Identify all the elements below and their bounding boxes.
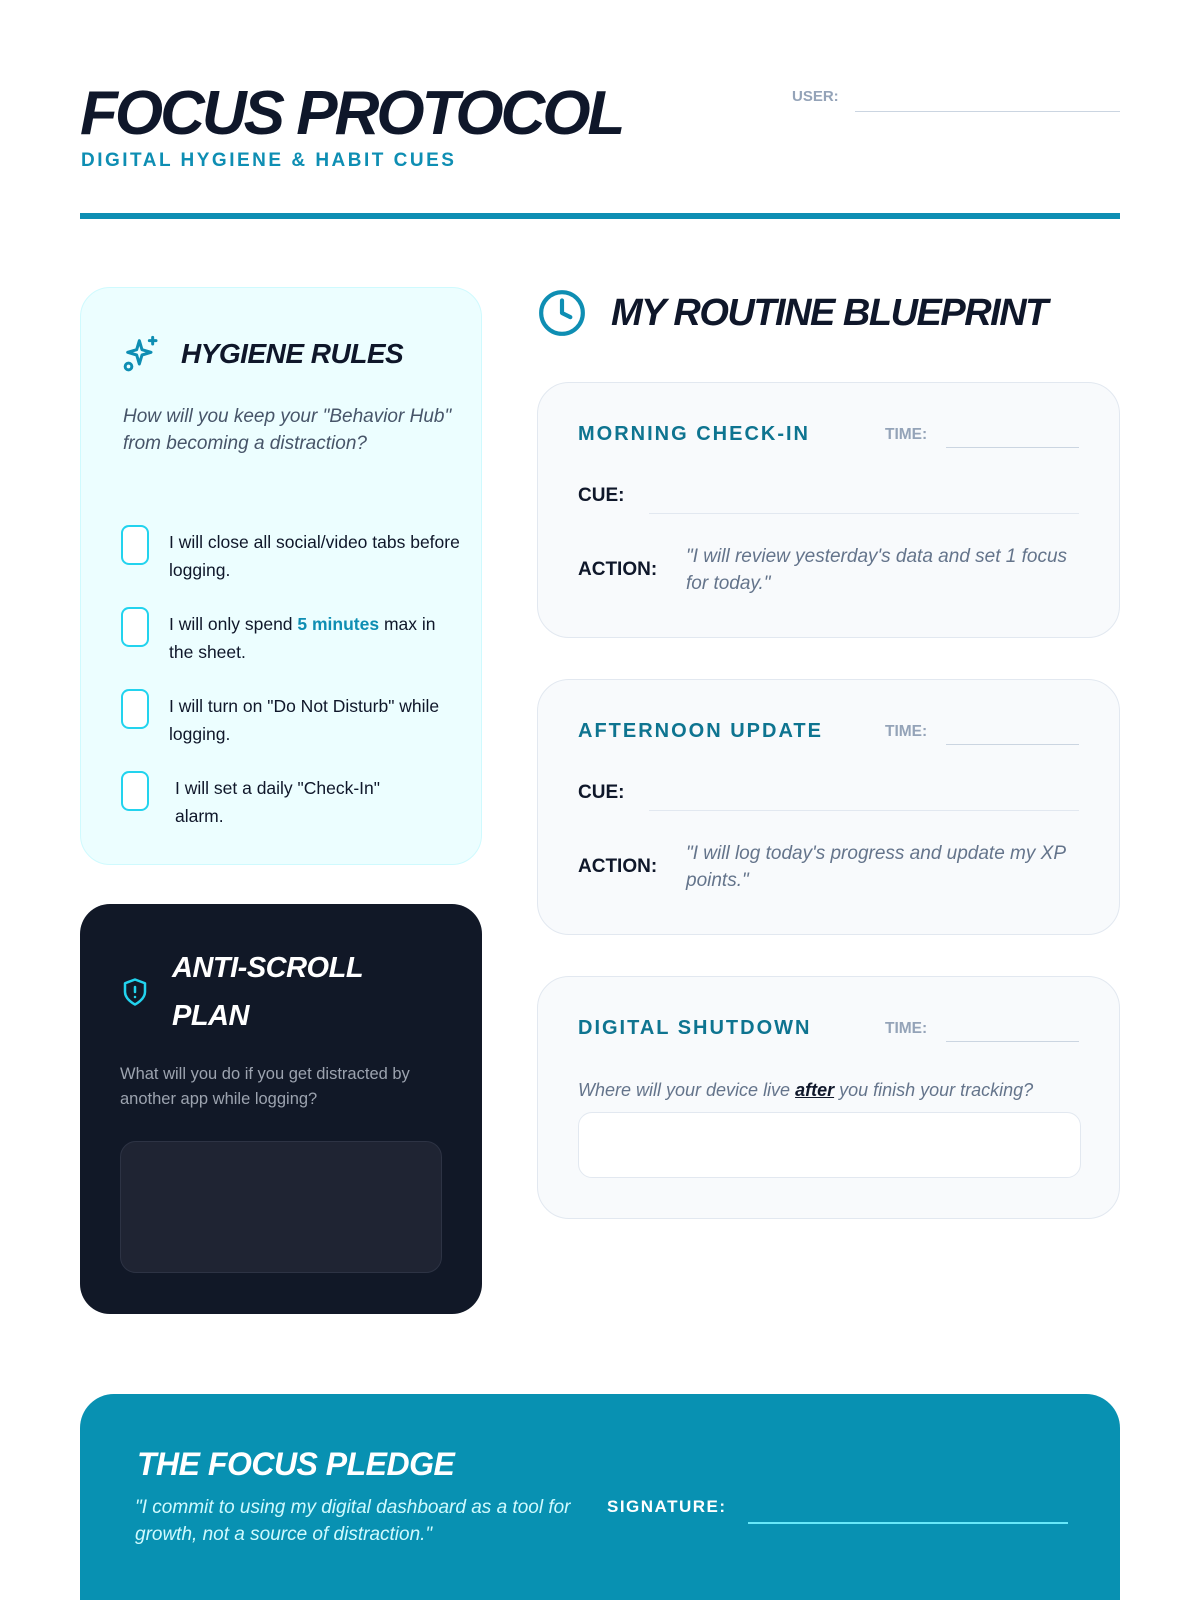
clock-icon bbox=[537, 288, 587, 338]
rule-highlight: 5 minutes bbox=[297, 614, 380, 634]
user-field[interactable] bbox=[855, 111, 1120, 112]
signature-field[interactable] bbox=[748, 1522, 1068, 1524]
shutdown-question-emphasis: after bbox=[795, 1080, 835, 1100]
action-text: "I will log today's progress and update my XP points." bbox=[686, 843, 1066, 891]
afternoon-update-card bbox=[537, 679, 1120, 935]
slot-title: DIGITAL SHUTDOWN bbox=[578, 1017, 812, 1039]
rule-item bbox=[121, 528, 461, 584]
routine-heading: MY ROUTINE BLUEPRINT bbox=[611, 291, 1047, 334]
anti-scroll-card bbox=[80, 904, 482, 1314]
slot-title: AFTERNOON UPDATE bbox=[578, 720, 823, 742]
slot-title: MORNING CHECK-IN bbox=[578, 423, 810, 445]
hygiene-rules-header bbox=[121, 334, 403, 374]
pledge-title: THE FOCUS PLEDGE bbox=[137, 1446, 455, 1482]
rule-checkbox[interactable] bbox=[121, 771, 149, 811]
hygiene-rules-card bbox=[80, 287, 482, 865]
signature-label: SIGNATURE: bbox=[607, 1497, 727, 1516]
rule-item bbox=[121, 610, 461, 666]
routine-header bbox=[537, 288, 1047, 338]
time-field[interactable] bbox=[946, 447, 1079, 448]
time-field[interactable] bbox=[946, 1041, 1079, 1042]
anti-scroll-answer-box[interactable] bbox=[120, 1141, 442, 1273]
rule-item bbox=[121, 774, 461, 830]
morning-check-in-card bbox=[537, 382, 1120, 638]
sparkles-icon bbox=[121, 334, 161, 374]
rule-text: I will turn on "Do Not Disturb" while logging. bbox=[169, 696, 440, 744]
cue-label: CUE: bbox=[578, 485, 625, 506]
time-label: TIME: bbox=[885, 426, 928, 443]
anti-scroll-question: What will you do if you get distracted by another app while logging? bbox=[120, 1065, 410, 1108]
time-label: TIME: bbox=[885, 1020, 928, 1037]
rule-text: I will only spend 5 minutes max in the sheet. bbox=[169, 614, 436, 662]
page-header bbox=[80, 79, 1120, 222]
header-divider bbox=[80, 213, 1120, 219]
rule-text: I will close all social/video tabs before logging. bbox=[169, 532, 460, 580]
hygiene-rules-heading: HYGIENE RULES bbox=[181, 338, 404, 369]
page-title: FOCUS PROTOCOL bbox=[80, 79, 623, 148]
anti-scroll-header bbox=[120, 944, 412, 1040]
rule-item bbox=[121, 692, 461, 748]
rule-text: I will set a daily "Check-In" alarm. bbox=[175, 778, 380, 826]
cue-field[interactable] bbox=[649, 810, 1079, 811]
time-field[interactable] bbox=[946, 744, 1079, 745]
cue-label: CUE: bbox=[578, 782, 625, 803]
shield-alert-icon bbox=[120, 976, 150, 1008]
shutdown-answer-box[interactable] bbox=[578, 1112, 1081, 1178]
user-label: USER: bbox=[792, 88, 839, 105]
page-subtitle: DIGITAL HYGIENE & HABIT CUES bbox=[81, 150, 457, 171]
action-text: "I will review yesterday's data and set 1 focus for today." bbox=[686, 546, 1068, 594]
pledge-quote: "I commit to using my digital dashboard as a tool for growth, not a source of distraction." bbox=[135, 1497, 571, 1545]
hygiene-question: How will you keep your "Behavior Hub" from becoming a distraction? bbox=[123, 406, 452, 454]
focus-pledge-banner bbox=[80, 1394, 1120, 1600]
cue-field[interactable] bbox=[649, 513, 1079, 514]
action-label: ACTION: bbox=[578, 856, 658, 877]
rule-checkbox[interactable] bbox=[121, 525, 149, 565]
time-label: TIME: bbox=[885, 723, 928, 740]
shutdown-question: Where will your device live after you finish your tracking? bbox=[578, 1080, 1034, 1100]
anti-scroll-heading: ANTI-SCROLL PLAN bbox=[172, 952, 363, 1032]
digital-shutdown-card bbox=[537, 976, 1120, 1219]
action-label: ACTION: bbox=[578, 559, 658, 580]
rule-checkbox[interactable] bbox=[121, 689, 149, 729]
rule-checkbox[interactable] bbox=[121, 607, 149, 647]
